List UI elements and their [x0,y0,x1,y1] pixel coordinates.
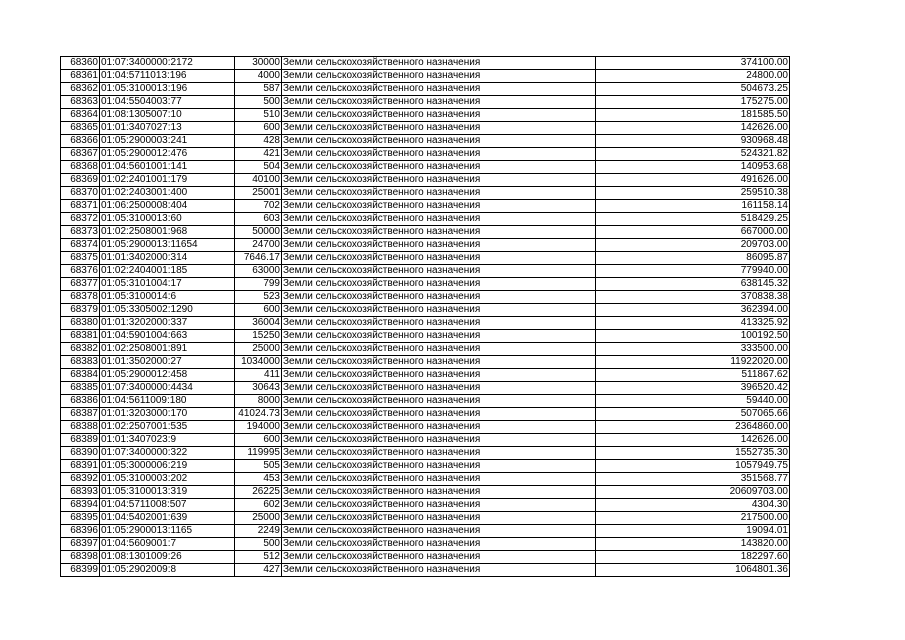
row-id-cell: 68395 [61,512,100,525]
area-cell: 453 [235,473,282,486]
cadastral-number-cell: 01:05:2900003:241 [100,135,235,148]
area-cell: 15250 [235,330,282,343]
cadastral-number-cell: 01:08:1301009:26 [100,551,235,564]
cadastral-number-cell: 01:01:3502000:27 [100,356,235,369]
cadastral-value-cell: 507065.66 [596,408,790,421]
table-row [61,109,790,122]
cadastral-value-cell: 4304.30 [596,499,790,512]
cadastral-value-cell: 86095.87 [596,252,790,265]
cadastral-number-cell: 01:05:3000006:219 [100,460,235,473]
row-id-cell: 68361 [61,70,100,83]
land-category-cell: Земли сельскохозяйственного назначения [282,486,596,499]
cadastral-value-cell: 930968.48 [596,135,790,148]
cadastral-number-cell: 01:01:3407023:9 [100,434,235,447]
row-id-cell: 68372 [61,213,100,226]
cadastral-number-cell: 01:05:2902009:8 [100,564,235,577]
land-category-cell: Земли сельскохозяйственного назначения [282,395,596,408]
table-row [61,395,790,408]
table-row [61,382,790,395]
area-cell: 1034000 [235,356,282,369]
row-id-cell: 68392 [61,473,100,486]
cadastral-number-cell: 01:07:3400000:2172 [100,57,235,70]
table-row [61,200,790,213]
row-id-cell: 68378 [61,291,100,304]
area-cell: 24700 [235,239,282,252]
land-category-cell: Земли сельскохозяйственного назначения [282,200,596,213]
cadastral-value-cell: 491626.00 [596,174,790,187]
row-id-cell: 68371 [61,200,100,213]
area-cell: 194000 [235,421,282,434]
land-category-cell: Земли сельскохозяйственного назначения [282,317,596,330]
cadastral-number-cell: 01:04:5711008:507 [100,499,235,512]
land-category-cell: Земли сельскохозяйственного назначения [282,382,596,395]
cadastral-number-cell: 01:04:5601001:141 [100,161,235,174]
table-row [61,70,790,83]
land-category-cell: Земли сельскохозяйственного назначения [282,135,596,148]
table-row [61,226,790,239]
area-cell: 40100 [235,174,282,187]
cadastral-value-cell: 518429.25 [596,213,790,226]
area-cell: 25000 [235,343,282,356]
row-id-cell: 68377 [61,278,100,291]
cadastral-value-cell: 779940.00 [596,265,790,278]
cadastral-value-cell: 351568.77 [596,473,790,486]
area-cell: 63000 [235,265,282,278]
row-id-cell: 68375 [61,252,100,265]
land-category-cell: Земли сельскохозяйственного назначения [282,369,596,382]
cadastral-value-cell: 1552735.30 [596,447,790,460]
area-cell: 587 [235,83,282,96]
cadastral-number-cell: 01:05:3101004:17 [100,278,235,291]
cadastral-number-cell: 01:05:3100014:6 [100,291,235,304]
cadastral-number-cell: 01:02:2404001:185 [100,265,235,278]
row-id-cell: 68380 [61,317,100,330]
area-cell: 119995 [235,447,282,460]
table-row [61,473,790,486]
cadastral-number-cell: 01:05:2900013:11654 [100,239,235,252]
cadastral-value-cell: 19094.01 [596,525,790,538]
area-cell: 36004 [235,317,282,330]
land-category-cell: Земли сельскохозяйственного назначения [282,343,596,356]
area-cell: 702 [235,200,282,213]
table-row [61,187,790,200]
row-id-cell: 68363 [61,96,100,109]
cadastral-number-cell: 01:05:2900012:458 [100,369,235,382]
cadastral-value-cell: 1057949.75 [596,460,790,473]
table-row [61,538,790,551]
table-row [61,369,790,382]
land-category-cell: Земли сельскохозяйственного назначения [282,421,596,434]
cadastral-value-cell: 143820.00 [596,538,790,551]
cadastral-number-cell: 01:05:3100013:319 [100,486,235,499]
cadastral-number-cell: 01:04:5711013:196 [100,70,235,83]
table-row [61,239,790,252]
cadastral-number-cell: 01:07:3400000:322 [100,447,235,460]
area-cell: 602 [235,499,282,512]
area-cell: 50000 [235,226,282,239]
cadastral-value-cell: 59440.00 [596,395,790,408]
cadastral-number-cell: 01:02:2401001:179 [100,174,235,187]
land-category-cell: Земли сельскохозяйственного назначения [282,564,596,577]
row-id-cell: 68370 [61,187,100,200]
cadastral-number-cell: 01:08:1305007:10 [100,109,235,122]
land-category-cell: Земли сельскохозяйственного назначения [282,239,596,252]
cadastral-number-cell: 01:01:3202000:337 [100,317,235,330]
cadastral-value-cell: 161158.14 [596,200,790,213]
cadastral-value-cell: 181585.50 [596,109,790,122]
land-category-cell: Земли сельскохозяйственного назначения [282,213,596,226]
land-category-cell: Земли сельскохозяйственного назначения [282,473,596,486]
land-category-cell: Земли сельскохозяйственного назначения [282,447,596,460]
table-row [61,96,790,109]
area-cell: 428 [235,135,282,148]
row-id-cell: 68367 [61,148,100,161]
row-id-cell: 68390 [61,447,100,460]
cadastral-value-cell: 333500.00 [596,343,790,356]
table-row [61,551,790,564]
land-category-cell: Земли сельскохозяйственного назначения [282,122,596,135]
row-id-cell: 68368 [61,161,100,174]
cadastral-number-cell: 01:05:3100003:202 [100,473,235,486]
area-cell: 603 [235,213,282,226]
area-cell: 30000 [235,57,282,70]
table-row [61,343,790,356]
row-id-cell: 68369 [61,174,100,187]
area-cell: 500 [235,538,282,551]
land-category-cell: Земли сельскохозяйственного назначения [282,174,596,187]
row-id-cell: 68383 [61,356,100,369]
area-cell: 2249 [235,525,282,538]
cadastral-value-cell: 217500.00 [596,512,790,525]
row-id-cell: 68379 [61,304,100,317]
land-category-cell: Земли сельскохозяйственного назначения [282,434,596,447]
row-id-cell: 68381 [61,330,100,343]
cadastral-number-cell: 01:04:5504003:77 [100,96,235,109]
land-category-cell: Земли сельскохозяйственного назначения [282,161,596,174]
cadastral-value-cell: 142626.00 [596,122,790,135]
land-category-cell: Земли сельскохозяйственного назначения [282,226,596,239]
area-cell: 421 [235,148,282,161]
table-row [61,57,790,70]
land-category-cell: Земли сельскохозяйственного назначения [282,304,596,317]
cadastral-number-cell: 01:05:2900012:476 [100,148,235,161]
land-category-cell: Земли сельскохозяйственного назначения [282,148,596,161]
row-id-cell: 68385 [61,382,100,395]
table-body [61,57,790,577]
land-category-cell: Земли сельскохозяйственного назначения [282,538,596,551]
cadastral-number-cell: 01:05:3100013:60 [100,213,235,226]
row-id-cell: 68374 [61,239,100,252]
row-id-cell: 68364 [61,109,100,122]
cadastral-value-cell: 100192.50 [596,330,790,343]
land-category-cell: Земли сельскохозяйственного назначения [282,57,596,70]
cadastral-value-cell: 24800.00 [596,70,790,83]
table-row [61,330,790,343]
area-cell: 25001 [235,187,282,200]
area-cell: 411 [235,369,282,382]
land-category-cell: Земли сельскохозяйственного назначения [282,499,596,512]
cadastral-number-cell: 01:02:2507001:535 [100,421,235,434]
land-category-cell: Земли сельскохозяйственного назначения [282,252,596,265]
row-id-cell: 68393 [61,486,100,499]
cadastral-value-cell: 396520.42 [596,382,790,395]
table-row [61,317,790,330]
area-cell: 523 [235,291,282,304]
area-cell: 512 [235,551,282,564]
area-cell: 41024.73 [235,408,282,421]
cadastral-number-cell: 01:04:5609001:7 [100,538,235,551]
table-row [61,83,790,96]
cadastral-value-cell: 259510.38 [596,187,790,200]
land-category-cell: Земли сельскохозяйственного назначения [282,512,596,525]
table-row [61,252,790,265]
area-cell: 4000 [235,70,282,83]
cadastral-value-cell: 11922020.00 [596,356,790,369]
cadastral-value-cell: 182297.60 [596,551,790,564]
table-row [61,408,790,421]
cadastral-value-cell: 1064801.36 [596,564,790,577]
table-row [61,291,790,304]
table-row [61,135,790,148]
land-category-cell: Земли сельскохозяйственного назначения [282,291,596,304]
land-category-cell: Земли сельскохозяйственного назначения [282,330,596,343]
row-id-cell: 68397 [61,538,100,551]
table-row [61,499,790,512]
row-id-cell: 68382 [61,343,100,356]
cadastral-value-cell: 638145.32 [596,278,790,291]
area-cell: 505 [235,460,282,473]
cadastral-number-cell: 01:02:2403001:400 [100,187,235,200]
area-cell: 7646.17 [235,252,282,265]
row-id-cell: 68398 [61,551,100,564]
land-category-cell: Земли сельскохозяйственного назначения [282,356,596,369]
table-row [61,421,790,434]
row-id-cell: 68365 [61,122,100,135]
land-category-cell: Земли сельскохозяйственного назначения [282,525,596,538]
area-cell: 799 [235,278,282,291]
cadastral-number-cell: 01:04:5402001:639 [100,512,235,525]
area-cell: 500 [235,96,282,109]
land-category-cell: Земли сельскохозяйственного назначения [282,187,596,200]
row-id-cell: 68387 [61,408,100,421]
area-cell: 504 [235,161,282,174]
cadastral-value-cell: 142626.00 [596,434,790,447]
cadastral-number-cell: 01:05:3305002:1290 [100,304,235,317]
area-cell: 600 [235,122,282,135]
land-category-cell: Земли сельскохозяйственного назначения [282,551,596,564]
table-row [61,174,790,187]
land-category-cell: Земли сельскохозяйственного назначения [282,278,596,291]
cadastral-value-cell: 2364860.00 [596,421,790,434]
cadastral-value-cell: 413325.92 [596,317,790,330]
table-row [61,486,790,499]
land-category-cell: Земли сельскохозяйственного назначения [282,460,596,473]
row-id-cell: 68388 [61,421,100,434]
area-cell: 30643 [235,382,282,395]
row-id-cell: 68396 [61,525,100,538]
row-id-cell: 68362 [61,83,100,96]
cadastral-value-cell: 140953.68 [596,161,790,174]
table-row [61,525,790,538]
cadastral-number-cell: 01:07:3400000:4434 [100,382,235,395]
table-row [61,434,790,447]
land-category-cell: Земли сельскохозяйственного назначения [282,70,596,83]
cadastral-number-cell: 01:04:5901004:663 [100,330,235,343]
table-row [61,356,790,369]
row-id-cell: 68394 [61,499,100,512]
cadastral-value-cell: 374100.00 [596,57,790,70]
cadastral-number-cell: 01:02:2508001:891 [100,343,235,356]
row-id-cell: 68366 [61,135,100,148]
cadastral-value-cell: 667000.00 [596,226,790,239]
cadastral-number-cell: 01:01:3402000:314 [100,252,235,265]
table-row [61,265,790,278]
area-cell: 8000 [235,395,282,408]
cadastral-value-cell: 370838.38 [596,291,790,304]
land-plots-table [60,56,790,577]
cadastral-number-cell: 01:01:3407027:13 [100,122,235,135]
area-cell: 26225 [235,486,282,499]
cadastral-number-cell: 01:05:2900013:1165 [100,525,235,538]
row-id-cell: 68376 [61,265,100,278]
area-cell: 510 [235,109,282,122]
table-row [61,161,790,174]
area-cell: 600 [235,434,282,447]
cadastral-value-cell: 175275.00 [596,96,790,109]
table-row [61,460,790,473]
cadastral-value-cell: 20609703.00 [596,486,790,499]
row-id-cell: 68386 [61,395,100,408]
area-cell: 600 [235,304,282,317]
area-cell: 427 [235,564,282,577]
cadastral-value-cell: 511867.62 [596,369,790,382]
row-id-cell: 68373 [61,226,100,239]
land-category-cell: Земли сельскохозяйственного назначения [282,408,596,421]
table-row [61,278,790,291]
cadastral-number-cell: 01:06:2500008:404 [100,200,235,213]
area-cell: 25000 [235,512,282,525]
cadastral-number-cell: 01:02:2508001:968 [100,226,235,239]
cadastral-number-cell: 01:04:5611009:180 [100,395,235,408]
row-id-cell: 68384 [61,369,100,382]
land-category-cell: Земли сельскохозяйственного назначения [282,96,596,109]
cadastral-value-cell: 504673.25 [596,83,790,96]
row-id-cell: 68389 [61,434,100,447]
table-row [61,447,790,460]
table-row [61,213,790,226]
row-id-cell: 68399 [61,564,100,577]
row-id-cell: 68360 [61,57,100,70]
row-id-cell: 68391 [61,460,100,473]
cadastral-number-cell: 01:01:3203000:170 [100,408,235,421]
land-category-cell: Земли сельскохозяйственного назначения [282,83,596,96]
land-category-cell: Земли сельскохозяйственного назначения [282,265,596,278]
table-row [61,304,790,317]
cadastral-number-cell: 01:05:3100013:196 [100,83,235,96]
table-row [61,512,790,525]
land-category-cell: Земли сельскохозяйственного назначения [282,109,596,122]
table-row [61,564,790,577]
cadastral-value-cell: 524321.82 [596,148,790,161]
cadastral-value-cell: 209703.00 [596,239,790,252]
table-row [61,122,790,135]
table-row [61,148,790,161]
cadastral-value-cell: 362394.00 [596,304,790,317]
